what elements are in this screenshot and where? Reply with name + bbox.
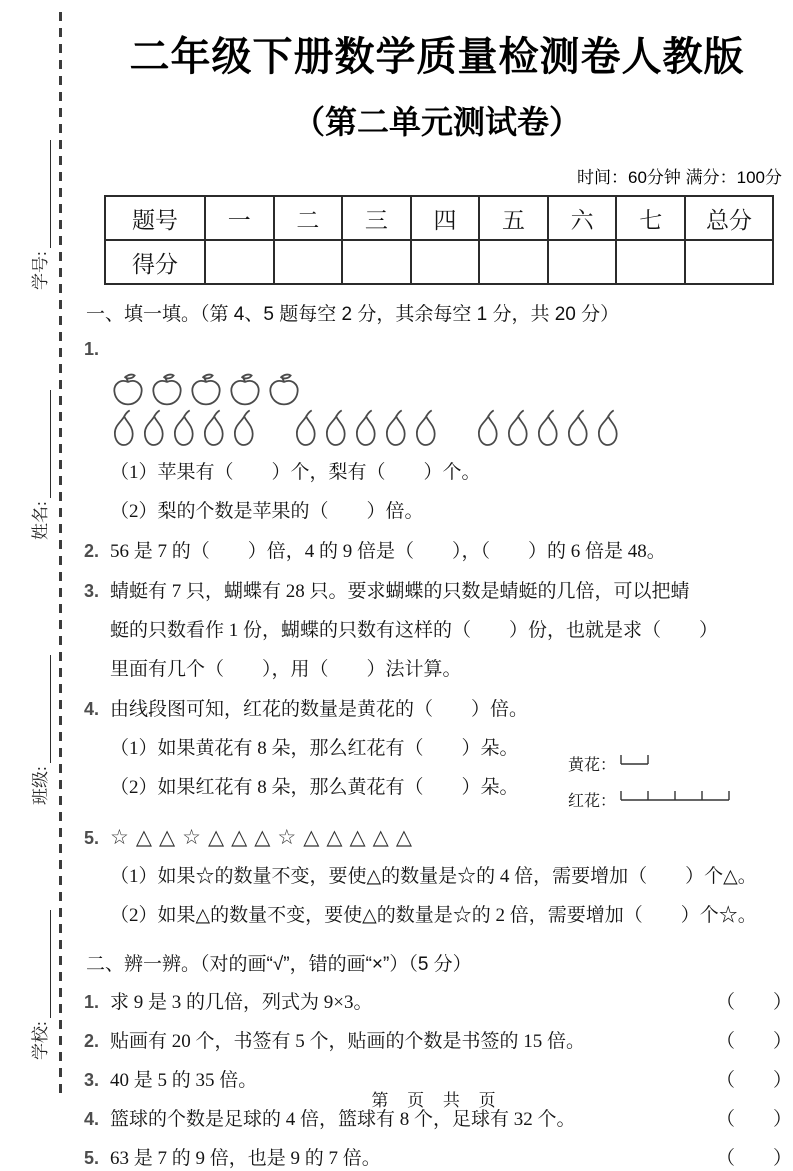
question-number: 3. (84, 1070, 100, 1090)
score-empty-cell (479, 240, 548, 284)
apple-row (110, 370, 790, 406)
name-label: 姓名: (31, 501, 50, 540)
class-label: 班级: (31, 766, 50, 805)
pear-group (110, 409, 260, 447)
question-number: 5. (84, 1148, 100, 1168)
header-cell: 题号 (105, 196, 205, 240)
pear-icon (474, 409, 501, 447)
question-3-line3: 里面有几个（ ），用（ ）法计算。 (110, 659, 462, 680)
score-empty-cell (205, 240, 274, 284)
pear-group (474, 409, 624, 447)
apple-icon (110, 373, 146, 406)
pear-icon (352, 409, 379, 447)
student-id-label: 学号: (31, 251, 50, 290)
school-label: 学校: (31, 1021, 50, 1060)
question-4-body (84, 723, 790, 811)
question-2-text: 56 是 7 的（ ）倍，4 的 9 倍是（ ），（ ）的 6 倍是 48。 (110, 541, 666, 562)
score-table-score-row (105, 240, 773, 284)
page-subtitle: （第二单元测试卷） (292, 104, 581, 140)
yellow-flower-segment-row (568, 739, 790, 775)
score-table (104, 195, 774, 285)
question-number: 1. (84, 992, 100, 1012)
header-cell: 二 (274, 196, 343, 240)
pear-icon (110, 409, 137, 447)
red-flower-segment-row (568, 775, 790, 811)
question-5-sub2: （2）如果△的数量不变，要使△的数量是☆的 2 倍，需要增加（ ）个☆。 (110, 905, 757, 926)
question-5 (84, 824, 790, 851)
section1-heading: 一、填一填。（第 4、5 题每空 2 分，其余每空 1 分，共 20 分） (86, 304, 620, 325)
question-1-sub1: （1）苹果有（ ）个，梨有（ ）个。 (110, 462, 481, 483)
pear-icon (564, 409, 591, 447)
judge-item-5 (84, 1146, 793, 1171)
pear-icon (200, 409, 227, 447)
name-field (25, 340, 51, 540)
pear-icon (594, 409, 621, 447)
exam-meta: 时间：60分钟 满分：100分 (577, 168, 782, 187)
question-2 (84, 538, 790, 565)
answer-blank: （ ） (716, 1031, 793, 1052)
judge-text: 贴画有 20 个，书签有 5 个，贴画的个数是书签的 15 倍。 (110, 1031, 586, 1052)
question-1 (84, 336, 790, 362)
header-cell: 四 (411, 196, 480, 240)
school-blank-line (47, 910, 51, 1018)
question-4-sub1: （1）如果黄花有 8 朵，那么红花有（ ）朵。 (110, 738, 519, 759)
question-number: 5. (84, 828, 100, 848)
answer-blank: （ ） (716, 992, 793, 1013)
question-number: 2. (84, 541, 100, 561)
score-empty-cell (685, 240, 773, 284)
question-number: 4. (84, 1109, 100, 1129)
question-4 (84, 696, 790, 723)
question-3-line2: 蜓的只数看作 1 份，蝴蝶的只数有这样的（ ）份，也就是求（ ） (110, 620, 719, 641)
answer-blank: （ ） (716, 1070, 793, 1091)
question-number: 4. (84, 699, 100, 719)
question-number: 3. (84, 581, 100, 601)
question-4-sub2: （2）如果红花有 8 朵，那么黄花有（ ）朵。 (110, 777, 519, 798)
apple-icon (149, 373, 185, 406)
score-empty-cell (548, 240, 617, 284)
question-number: 1. (84, 339, 100, 359)
question-4-text: 由线段图可知，红花的数量是黄花的（ ）倍。 (110, 699, 529, 720)
pear-icon (170, 409, 197, 447)
answer-blank: （ ） (716, 1109, 793, 1130)
yellow-flower-label: 黄花： (568, 757, 617, 774)
judge-text: 求 9 是 3 的几倍，列式为 9×3。 (110, 992, 373, 1013)
pear-icon (322, 409, 349, 447)
header-cell: 三 (342, 196, 411, 240)
line-segment-diagram (568, 723, 790, 811)
score-table-header-row (105, 196, 773, 240)
segment-bar (620, 751, 649, 766)
fruit-picture-block (110, 370, 790, 447)
pear-group (292, 409, 442, 447)
question-1-sub2: （2）梨的个数是苹果的（ ）倍。 (110, 501, 424, 522)
question-5-sub1: （1）如果☆的数量不变，要使△的数量是☆的 4 倍，需要增加（ ）个△。 (110, 866, 757, 887)
header-cell: 总分 (685, 196, 773, 240)
judge-item-2 (84, 1029, 793, 1054)
apple-icon (188, 373, 224, 406)
student-id-blank-line (47, 140, 51, 248)
judge-text: 63 是 7 的 9 倍，也是 9 的 7 倍。 (110, 1148, 381, 1169)
red-flower-label: 红花： (568, 793, 617, 810)
student-id-field (25, 90, 51, 290)
question-3 (84, 578, 790, 605)
pear-icon (504, 409, 531, 447)
class-blank-line (47, 655, 51, 763)
score-empty-cell (616, 240, 685, 284)
judge-text: 40 是 5 的 35 倍。 (110, 1070, 258, 1091)
page-title: 二年级下册数学质量检测卷人教版 (129, 35, 745, 79)
pear-icon (230, 409, 257, 447)
pear-icon (140, 409, 167, 447)
page-footer: 第 页 共 页 (371, 1091, 503, 1110)
question-number: 2. (84, 1031, 100, 1051)
score-empty-cell (274, 240, 343, 284)
score-empty-cell (411, 240, 480, 284)
pear-row (110, 409, 790, 447)
judge-item-1 (84, 990, 793, 1015)
class-field (25, 605, 51, 805)
pear-icon (412, 409, 439, 447)
judge-text: 篮球的个数是足球的 4 倍，篮球有 8 个，足球有 32 个。 (110, 1109, 576, 1130)
pear-icon (382, 409, 409, 447)
section2-heading: 二、辨一辨。（对的画“√”，错的画“×”）（5 分） (86, 954, 472, 975)
header-cell: 六 (548, 196, 617, 240)
answer-blank: （ ） (716, 1148, 793, 1169)
seal-dashed-line (59, 12, 62, 1095)
apple-icon (266, 373, 302, 406)
header-cell: 五 (479, 196, 548, 240)
exam-paper (84, 0, 793, 1171)
segment-bar (620, 787, 730, 802)
score-label-cell: 得分 (105, 240, 205, 284)
header-cell: 七 (616, 196, 685, 240)
score-empty-cell (342, 240, 411, 284)
apple-icon (227, 373, 263, 406)
name-blank-line (47, 390, 51, 498)
question-3-line1: 蜻蜓有 7 只，蝴蝶有 28 只。要求蝴蝶的只数是蜻蜓的几倍，可以把蜻 (110, 581, 690, 602)
pear-icon (534, 409, 561, 447)
school-field (25, 860, 51, 1060)
star-triangle-symbols: ☆△△☆△△△☆△△△△△ (110, 825, 419, 849)
pear-icon (292, 409, 319, 447)
header-cell: 一 (205, 196, 274, 240)
